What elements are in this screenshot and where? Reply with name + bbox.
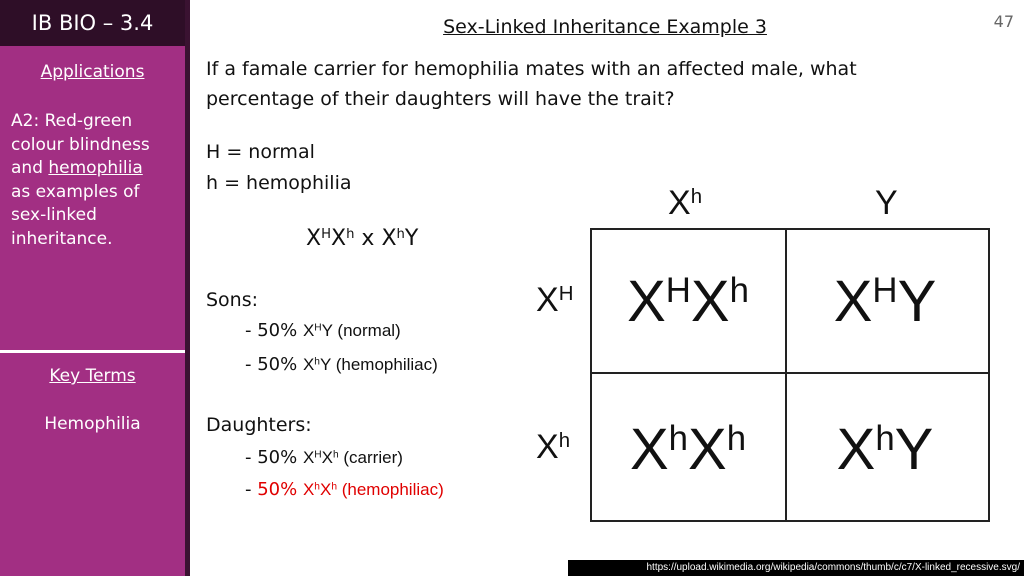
hemophilia-link[interactable]: hemophilia bbox=[48, 158, 143, 178]
app-line: inheritance. bbox=[11, 228, 113, 249]
sidebar-edge bbox=[185, 0, 190, 576]
phenotype: (hemophiliac) bbox=[331, 355, 438, 374]
phenotype: (carrier) bbox=[338, 448, 403, 467]
app-line-and: and bbox=[11, 158, 49, 178]
x-chromosome: X bbox=[331, 226, 347, 251]
question-line: percentage of their daughters will have the trait? bbox=[206, 88, 675, 110]
allele: h bbox=[558, 429, 571, 452]
app-line: A2: Red-green bbox=[11, 111, 133, 131]
parental-cross bbox=[306, 226, 418, 251]
y-chromosome: Y bbox=[894, 417, 934, 482]
slide-title: Sex-Linked Inheritance Example 3 bbox=[443, 16, 767, 38]
allele-key-hemophilia: h = hemophilia bbox=[206, 172, 352, 194]
y-chromosome: Y bbox=[897, 269, 937, 334]
x-chromosome: X bbox=[302, 321, 315, 340]
allele: h bbox=[690, 185, 703, 208]
x-chromosome: X bbox=[302, 355, 315, 374]
allele: h bbox=[314, 356, 320, 368]
punnett-cell bbox=[787, 269, 983, 334]
app-line: as examples of bbox=[11, 181, 140, 202]
x-chromosome: X bbox=[629, 417, 669, 482]
sidebar-divider bbox=[0, 350, 185, 353]
x-chromosome: X bbox=[690, 269, 730, 334]
allele: h bbox=[314, 481, 320, 493]
allele: H bbox=[665, 270, 691, 310]
x-chromosome: X bbox=[381, 226, 397, 251]
key-terms-heading[interactable]: Key Terms bbox=[49, 366, 136, 386]
x-chromosome: X bbox=[302, 448, 315, 467]
allele: h bbox=[333, 449, 339, 461]
allele: H bbox=[314, 322, 322, 334]
phenotype: (hemophiliac) bbox=[336, 480, 444, 499]
daughters-heading: Daughters: bbox=[206, 414, 312, 436]
slide-number: 47 bbox=[993, 12, 1014, 31]
allele: h bbox=[726, 418, 747, 458]
app-line: sex-linked bbox=[11, 205, 97, 225]
question bbox=[206, 54, 1006, 114]
x-chromosome: X bbox=[536, 428, 559, 466]
allele: h bbox=[875, 418, 895, 458]
x-chromosome: X bbox=[302, 480, 315, 499]
allele: H bbox=[321, 226, 331, 242]
x-chromosome: X bbox=[836, 417, 876, 482]
x-chromosome: X bbox=[627, 269, 666, 334]
x-chromosome: X bbox=[668, 184, 691, 222]
x-chromosome: X bbox=[688, 417, 727, 482]
percent: - 50% bbox=[245, 447, 303, 468]
app-line: colour blindness bbox=[11, 134, 150, 155]
grid-line bbox=[590, 372, 990, 374]
x-chromosome: X bbox=[321, 448, 333, 467]
y-chromosome: Y bbox=[404, 226, 419, 251]
allele: h bbox=[331, 481, 337, 493]
percent: 50% bbox=[257, 479, 303, 500]
allele: h bbox=[346, 226, 355, 242]
allele-key-normal: H = normal bbox=[206, 141, 315, 163]
x-chromosome: X bbox=[833, 269, 873, 334]
source-url[interactable]: https://upload.wikimedia.org/wikipedia/commons/thumb/c/c7/X-linked_recessive.svg/ bbox=[568, 560, 1024, 576]
allele: h bbox=[396, 226, 405, 242]
key-term-hemophilia: Hemophilia bbox=[44, 414, 141, 434]
sons-result-hemophiliac bbox=[245, 354, 438, 375]
sons-heading: Sons: bbox=[206, 289, 259, 311]
phenotype: (normal) bbox=[332, 321, 401, 340]
cross-sign: x bbox=[354, 226, 382, 251]
daughters-result-hemophiliac bbox=[245, 479, 444, 500]
sidebar bbox=[0, 0, 185, 576]
x-chromosome: X bbox=[306, 226, 322, 251]
allele: h bbox=[729, 270, 749, 310]
percent: - 50% bbox=[245, 354, 303, 375]
column-header-xh bbox=[668, 184, 702, 223]
allele: H bbox=[558, 282, 574, 305]
percent: - 50% bbox=[245, 320, 303, 341]
x-chromosome: X bbox=[536, 281, 559, 319]
app-line bbox=[11, 157, 150, 181]
punnett-cell bbox=[787, 417, 983, 482]
course-badge: IB BIO – 3.4 bbox=[0, 0, 185, 46]
y-chromosome: Y bbox=[319, 355, 332, 374]
applications-heading[interactable]: Applications bbox=[40, 62, 145, 82]
punnett-cell bbox=[590, 417, 786, 482]
applications-text bbox=[11, 110, 150, 251]
allele: H bbox=[314, 449, 322, 461]
row-header-xh bbox=[536, 428, 570, 467]
allele: h bbox=[668, 418, 688, 458]
row-header-xH bbox=[536, 281, 573, 320]
column-header-y: Y bbox=[875, 184, 898, 222]
sons-result-normal bbox=[245, 320, 401, 341]
question-line: If a famale carrier for hemophilia mates with an affected male, what bbox=[206, 58, 857, 80]
allele: H bbox=[872, 270, 898, 310]
daughters-result-carrier bbox=[245, 447, 403, 468]
punnett-cell bbox=[590, 269, 786, 334]
y-chromosome: Y bbox=[321, 321, 333, 340]
dash: - bbox=[245, 479, 258, 500]
x-chromosome: X bbox=[319, 480, 332, 499]
